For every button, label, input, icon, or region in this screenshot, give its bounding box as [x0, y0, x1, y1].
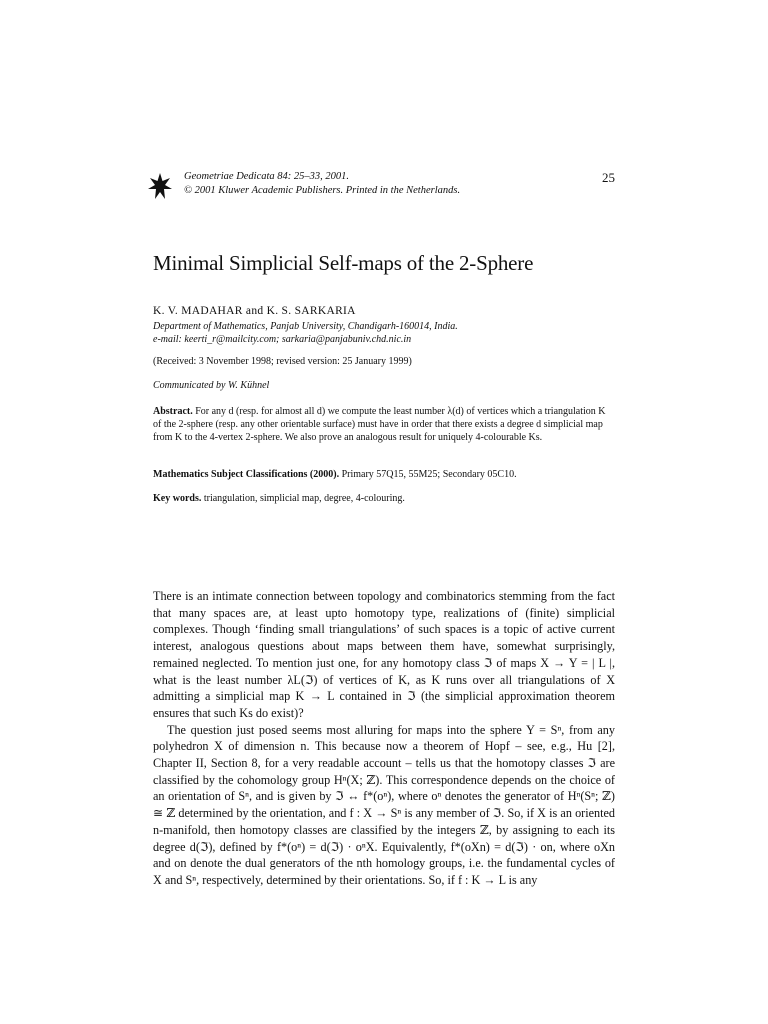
- msc-text: Primary 57Q15, 55M25; Secondary 05C10.: [341, 469, 517, 480]
- paper-title: Minimal Simplicial Self-maps of the 2-Sphere: [153, 251, 534, 275]
- abstract-text: For any d (resp. for almost all d) we compute the least number λ(d) of vertices which a triangulation K of the 2-sphere (resp. any other orientable surface) must have in order that there exists a degree d simplicial map from K to the 4-vertex 2-sphere. We also prove an analogous result for uniquely 4-colourable Ks.: [153, 406, 606, 443]
- kluwer-star-logo-icon: [148, 173, 172, 199]
- paper-page: [153, 0, 615, 1024]
- department: Department of Mathematics, Panjab University, Chandigarh-160014, India.: [153, 321, 458, 332]
- publisher-line: © 2001 Kluwer Academic Publishers. Printed in the Netherlands.: [184, 185, 461, 196]
- emails: e-mail: keerti_r@mailcity.com; sarkaria@panjabuniv.chd.nic.in: [153, 334, 412, 345]
- page-number: 25: [602, 170, 615, 185]
- authors: K. V. MADAHAR and K. S. SARKARIA: [153, 305, 356, 317]
- keywords-text: triangulation, simplicial map, degree, 4-colouring.: [203, 493, 405, 504]
- body-paragraph-1: There is an intimate connection between topology and combinatorics stemming from the fact that many spaces are, at least upto homotopy type, realizations of (finite) simplicial complexes. Though ‘finding small triangulations’ of such spaces is a topic of active current interest, analogous questions about maps between them have, somewhat surprisingly, remained neglected. To mention just one, for any homotopy class ℑ of maps X → Y = | L |, what is the least number λL(ℑ) of vertices of K, as K runs over all triangulations of X admitting a simplicial map K → L contained in ℑ (the simplicial approximation theorem ensures that such Ks do exist)?: [153, 589, 615, 720]
- keywords-label: Key words.: [153, 493, 202, 504]
- msc-classification: [153, 469, 517, 480]
- affiliation: [153, 320, 458, 346]
- abstract-label: Abstract.: [153, 406, 193, 417]
- received-dates: (Received: 3 November 1998; revised version: 25 January 1999): [153, 356, 412, 367]
- msc-label: Mathematics Subject Classifications (2000).: [153, 469, 340, 480]
- abstract: [153, 405, 615, 444]
- body-text: [153, 588, 615, 889]
- journal-citation: [184, 170, 460, 198]
- keywords: [153, 493, 405, 504]
- journal-line: Geometriae Dedicata 84: 25–33, 2001.: [184, 171, 350, 182]
- journal-header: [153, 170, 615, 200]
- communicated-by: Communicated by W. Kühnel: [153, 380, 270, 391]
- body-paragraph-2: The question just posed seems most alluring for maps into the sphere Y = Sⁿ, from any polyhedron X of dimension n. This because now a theorem of Hopf – see, e.g., Hu [2], Chapter II, Section 8, for a very readable account – tells us that the homotopy classes ℑ are classified by the cohomology group Hⁿ(X; ℤ). This correspondence depends on the choice of an orientation of Sⁿ, and is given by ℑ ↔ f*(oⁿ), where oⁿ denotes the generator of Hⁿ(Sⁿ; ℤ) ≅ ℤ determined by the orientation, and f : X → Sⁿ is any member of ℑ. So, if X is an oriented n-manifold, then homotopy classes are classified by the integers ℤ, by assigning to each its degree d(ℑ), defined by f*(oⁿ) = d(ℑ) · oⁿX. Equivalently, f*(oXn) = d(ℑ) · on, where oXn and on denote the dual generators of the nth homology groups, i.e. the fundamental cycles of X and Sⁿ, respectively, determined by their orientations. So, if f : K → L is any: [153, 722, 615, 887]
